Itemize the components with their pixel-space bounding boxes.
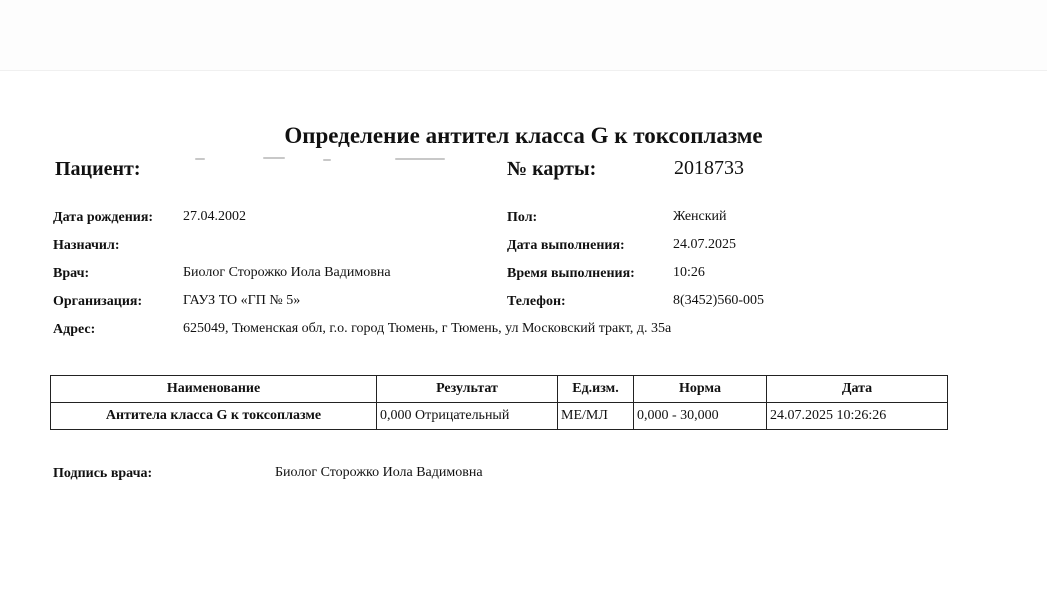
- cell-test-name: Антитела класса G к токсоплазме: [51, 403, 377, 430]
- execution-time-value: 10:26: [673, 265, 705, 280]
- card-number: 2018733: [674, 157, 744, 179]
- address-label: Адрес:: [53, 322, 96, 337]
- column-header-result: Результат: [377, 376, 558, 403]
- execution-date-label: Дата выполнения:: [507, 238, 625, 253]
- phone-label: Телефон:: [507, 294, 566, 309]
- signature-label: Подпись врача:: [53, 466, 153, 481]
- phone-value: 8(3452)560-005: [673, 293, 764, 308]
- column-header-name: Наименование: [51, 376, 377, 403]
- cell-date: 24.07.2025 10:26:26: [767, 403, 948, 430]
- organization-label: Организация:: [53, 294, 143, 309]
- results-table: [50, 375, 948, 430]
- column-header-unit: Ед.изм.: [558, 376, 634, 403]
- execution-date-value: 24.07.2025: [673, 237, 736, 252]
- patient-label: Пациент:: [55, 158, 141, 180]
- table-row: [51, 403, 948, 430]
- birthdate-label: Дата рождения:: [53, 210, 154, 225]
- doctor-value: Биолог Сторожко Иола Вадимовна: [183, 265, 391, 280]
- cell-unit: МЕ/МЛ: [558, 403, 634, 430]
- cell-result: 0,000 Отрицательный: [377, 403, 558, 430]
- execution-time-label: Время выполнения:: [507, 266, 635, 281]
- table-header-row: [51, 376, 948, 403]
- organization-value: ГАУЗ ТО «ГП № 5»: [183, 293, 301, 308]
- prescribed-label: Назначил:: [53, 238, 120, 253]
- sex-value: Женский: [673, 209, 727, 224]
- doctor-label: Врач:: [53, 266, 90, 281]
- page-top-band: [0, 0, 1047, 71]
- sex-label: Пол:: [507, 210, 538, 225]
- card-label: № карты:: [507, 158, 597, 180]
- patient-name-redacted: [195, 156, 445, 166]
- column-header-date: Дата: [767, 376, 948, 403]
- birthdate-value: 27.04.2002: [183, 209, 246, 224]
- cell-norm: 0,000 - 30,000: [634, 403, 767, 430]
- report-title: Определение антител класса G к токсоплазме: [284, 123, 763, 148]
- signature-value: Биолог Сторожко Иола Вадимовна: [275, 465, 483, 480]
- address-value: 625049, Тюменская обл, г.о. город Тюмень, г Тюмень, ул Московский тракт, д. 35а: [183, 321, 672, 336]
- column-header-norm: Норма: [634, 376, 767, 403]
